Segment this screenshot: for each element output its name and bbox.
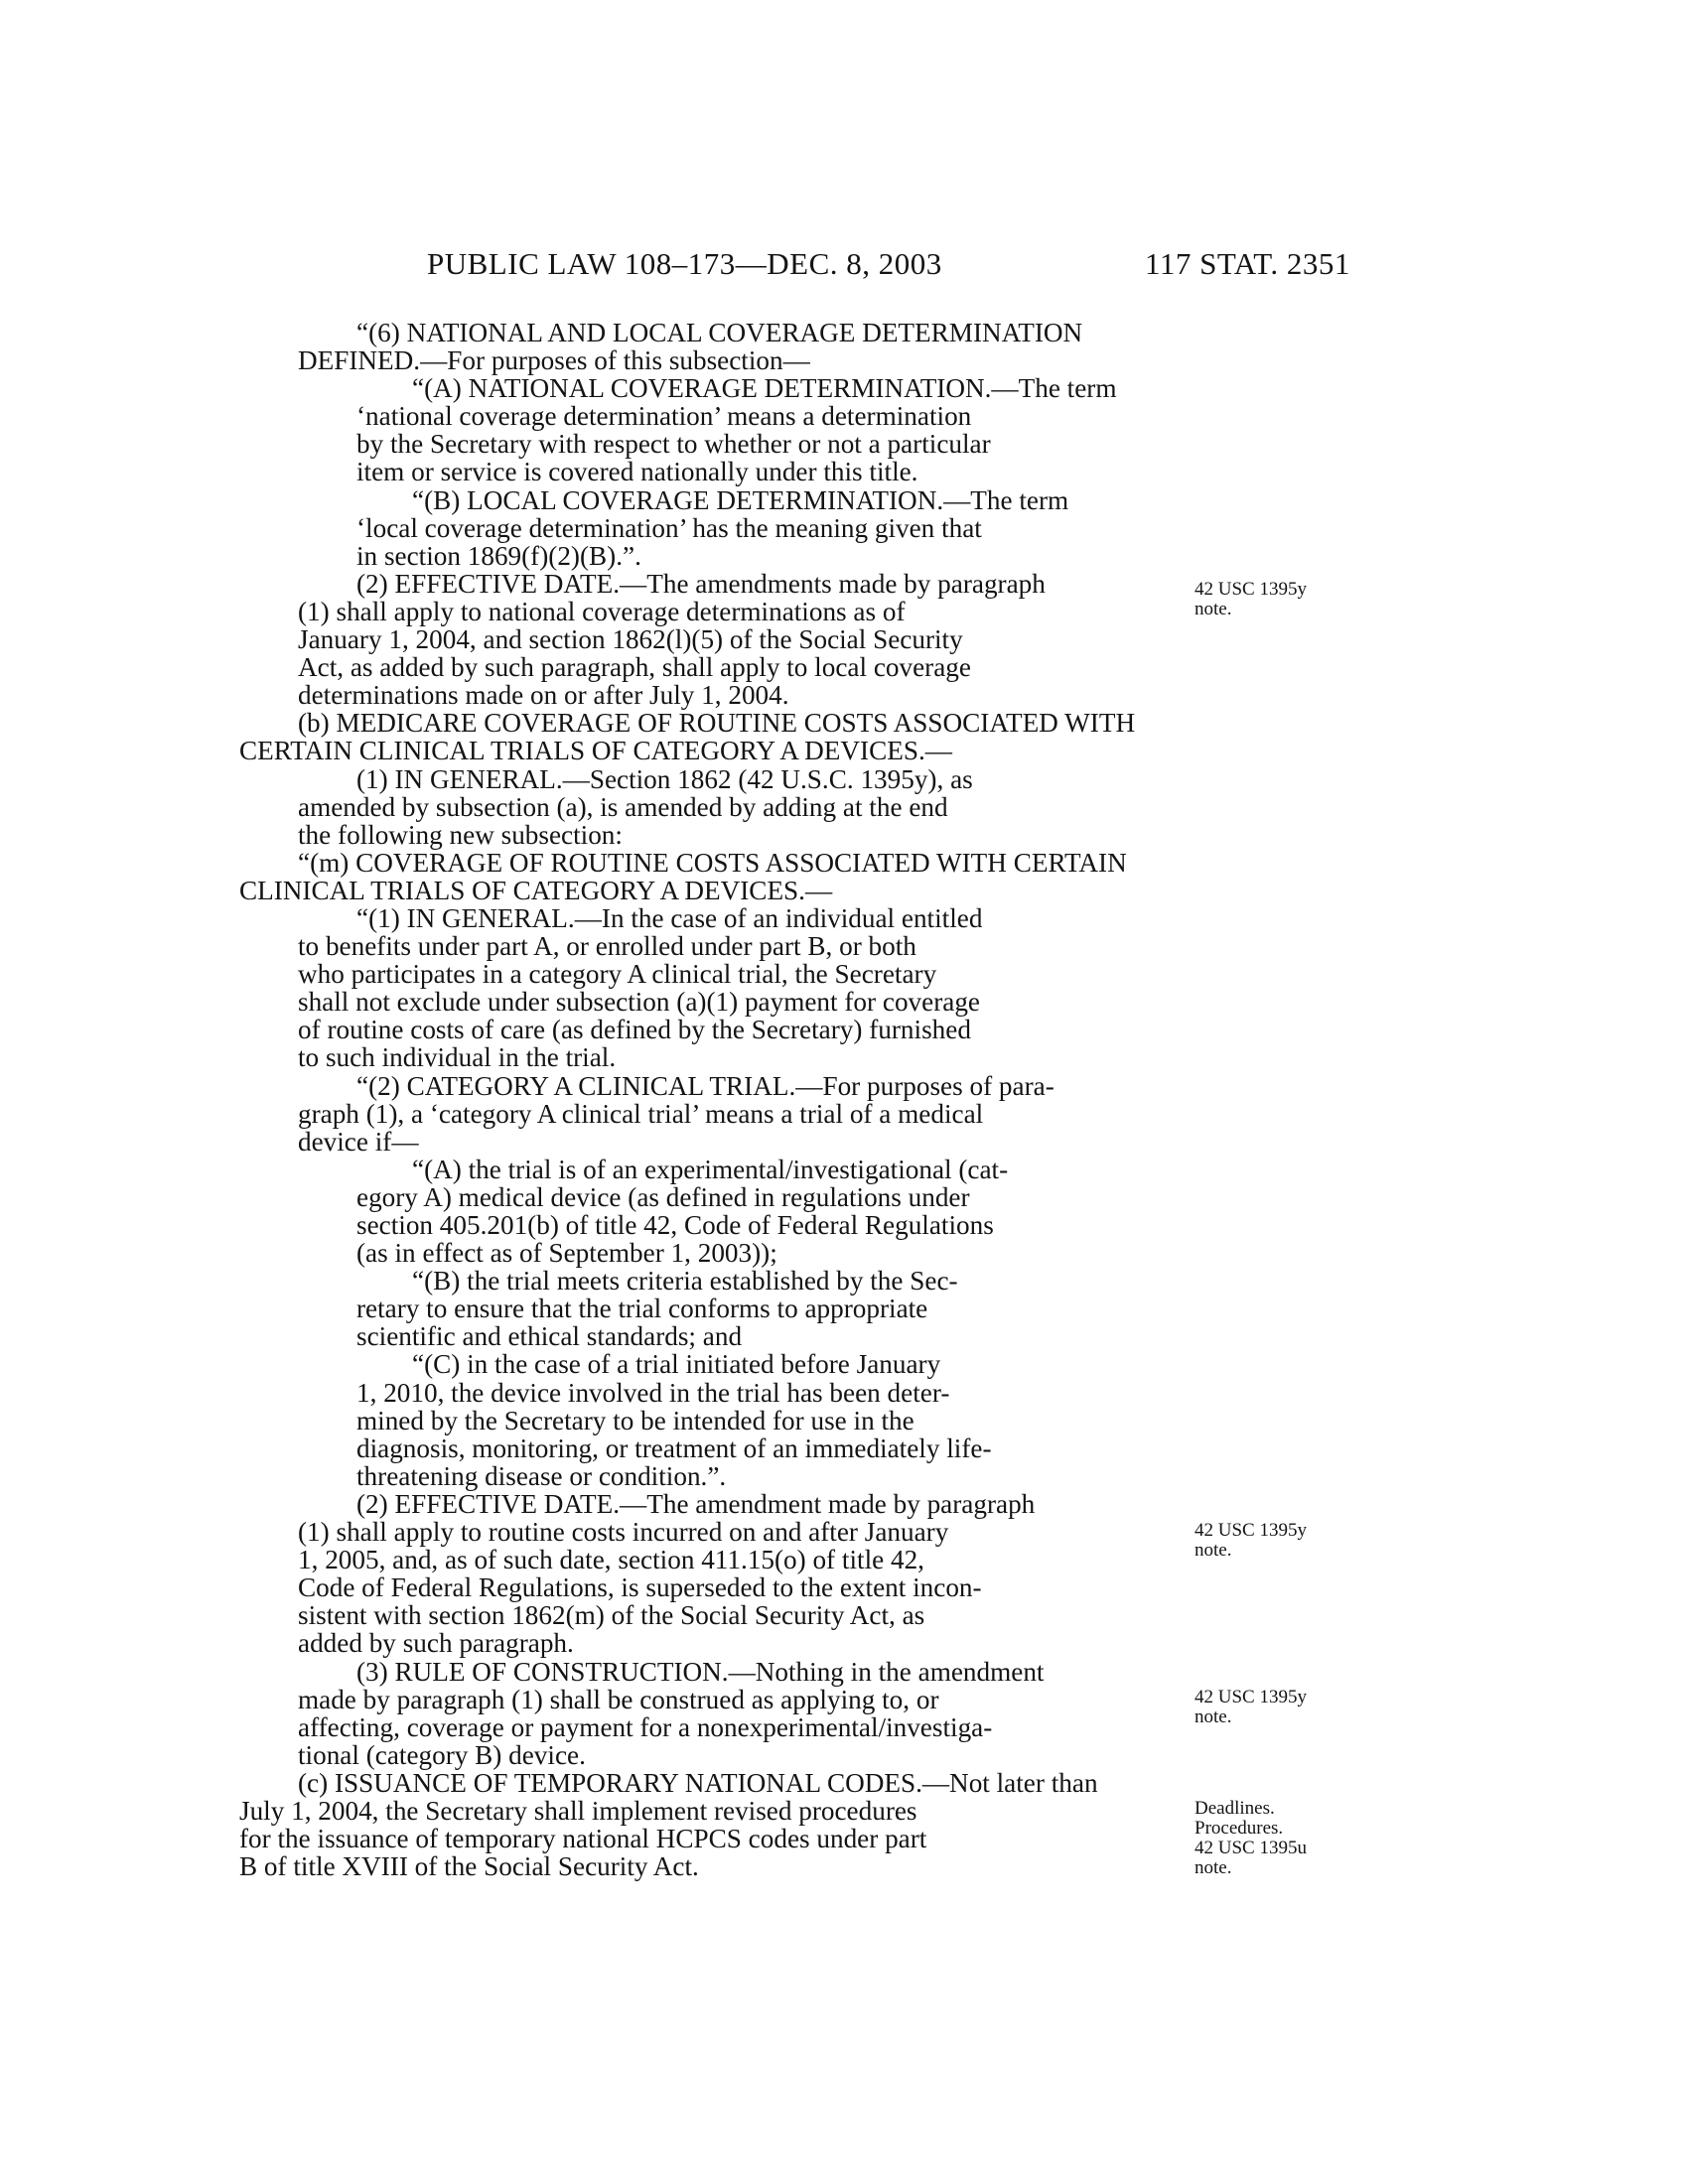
margin-note-usc: 42 USC 1395y note. (1195, 1687, 1307, 1727)
running-header-page-number: 117 STAT. 2351 (1145, 246, 1350, 281)
subsection-b-heading: (b) MEDICARE COVERAGE OF ROUTINE COSTS ASSOCIATED WITH CERTAIN CLINICAL TRIALS OF CATEGORY A DEVICES.— (239, 708, 1136, 766)
subsection-c: (c) ISSUANCE OF TEMPORARY NATIONAL CODES.—Not later than July 1, 2004, the Secretary shall implement revised procedures for the issuance of temporary national HCPCS codes under part B of title XVIII of the Social Security Act. (239, 1767, 1098, 1882)
margin-note-deadlines: Deadlines. Procedures. 42 USC 1395u note. (1195, 1798, 1307, 1878)
paragraph-m2B: “(B) the trial meets criteria established by the Sec- retary to ensure that the trial conforms to appropriate scientific and ethical standards; and (356, 1266, 958, 1352)
statute-text (239, 318, 1172, 1882)
margin-note-usc: 42 USC 1395y note. (1195, 1520, 1307, 1561)
paragraph-6A: “(A) NATIONAL COVERAGE DETERMINATION.—The term ‘national coverage determination’ means a determination by the Secretary with respect to whether or not a particular item or service is covered nationally under this title. (356, 373, 1117, 487)
paragraph-b2-effective-date: (2) EFFECTIVE DATE.—The amendment made by paragraph (1) shall apply to routine costs incurred on and after January 1, 2005, and, as of such date, section 411.15(o) of title 42, Code of Federal Regulations, is superseded to the extent incon- sistent with section 1862(m) of the Social Security Act, as added by such paragraph. (298, 1488, 1036, 1659)
paragraph-m1: “(1) IN GENERAL.—In the case of an individual entitled to benefits under part A, or enrolled under part B, or both who participates in a category A clinical trial, the Secretary shall not exclude under subsection (a)(1) payment for coverage of routine costs of care (as defined by the Secretary) furnished to such individual in the trial. (298, 902, 983, 1073)
paragraph-m2: “(2) CATEGORY A CLINICAL TRIAL.—For purposes of para- graph (1), a ‘category A clinical trial’ means a trial of a medical device if— (298, 1070, 1055, 1157)
paragraph-m2C: “(C) in the case of a trial initiated before January 1, 2010, the device involved in the trial has been deter- mined by the Secretary to be intended for use in the diagnosis, monitoring, or treatment of an immediately life- threatening disease or condition.”. (356, 1349, 992, 1491)
paragraph-6B: “(B) LOCAL COVERAGE DETERMINATION.—The term ‘local coverage determination’ has the meaning given that in section 1869(f)(2)(B).”. (356, 484, 1069, 571)
paragraph-b1: (1) IN GENERAL.—Section 1862 (42 U.S.C. 1395y), as amended by subsection (a), is amended by adding at the end the following new subsection: (298, 763, 973, 850)
paragraph-6-heading: “(6) NATIONAL AND LOCAL COVERAGE DETERMINATION DEFINED.—For purposes of this subsection— (298, 318, 1083, 376)
paragraph-b3-rule-of-construction: (3) RULE OF CONSTRUCTION.—Nothing in the amendment made by paragraph (1) shall be construed as applying to, or affecting, coverage or payment for a nonexperimental/investiga- tional (category B) device. (298, 1656, 1045, 1770)
margin-note-usc: 42 USC 1395y note. (1195, 579, 1307, 619)
paragraph-m2A: “(A) the trial is of an experimental/investigational (cat- egory A) medical device (as defined in regulations under section 405.201(b) of title 42, Code of Federal Regulations (as in effect as of September 1, 2003)); (356, 1154, 1009, 1269)
subsection-m-heading: “(m) COVERAGE OF ROUTINE COSTS ASSOCIATED WITH CERTAIN CLINICAL TRIALS OF CATEGORY A DEVICES.— (239, 847, 1127, 905)
paragraph-a2-effective-date: (2) EFFECTIVE DATE.—The amendments made by paragraph (1) shall apply to national coverage determinations as of January 1, 2004, and section 1862(l)(5) of the Social Security Act, as added by such paragraph, shall apply to local coverage determinations made on or after July 1, 2004. (298, 568, 1046, 711)
running-header-title: PUBLIC LAW 108–173—DEC. 8, 2003 (427, 246, 942, 281)
